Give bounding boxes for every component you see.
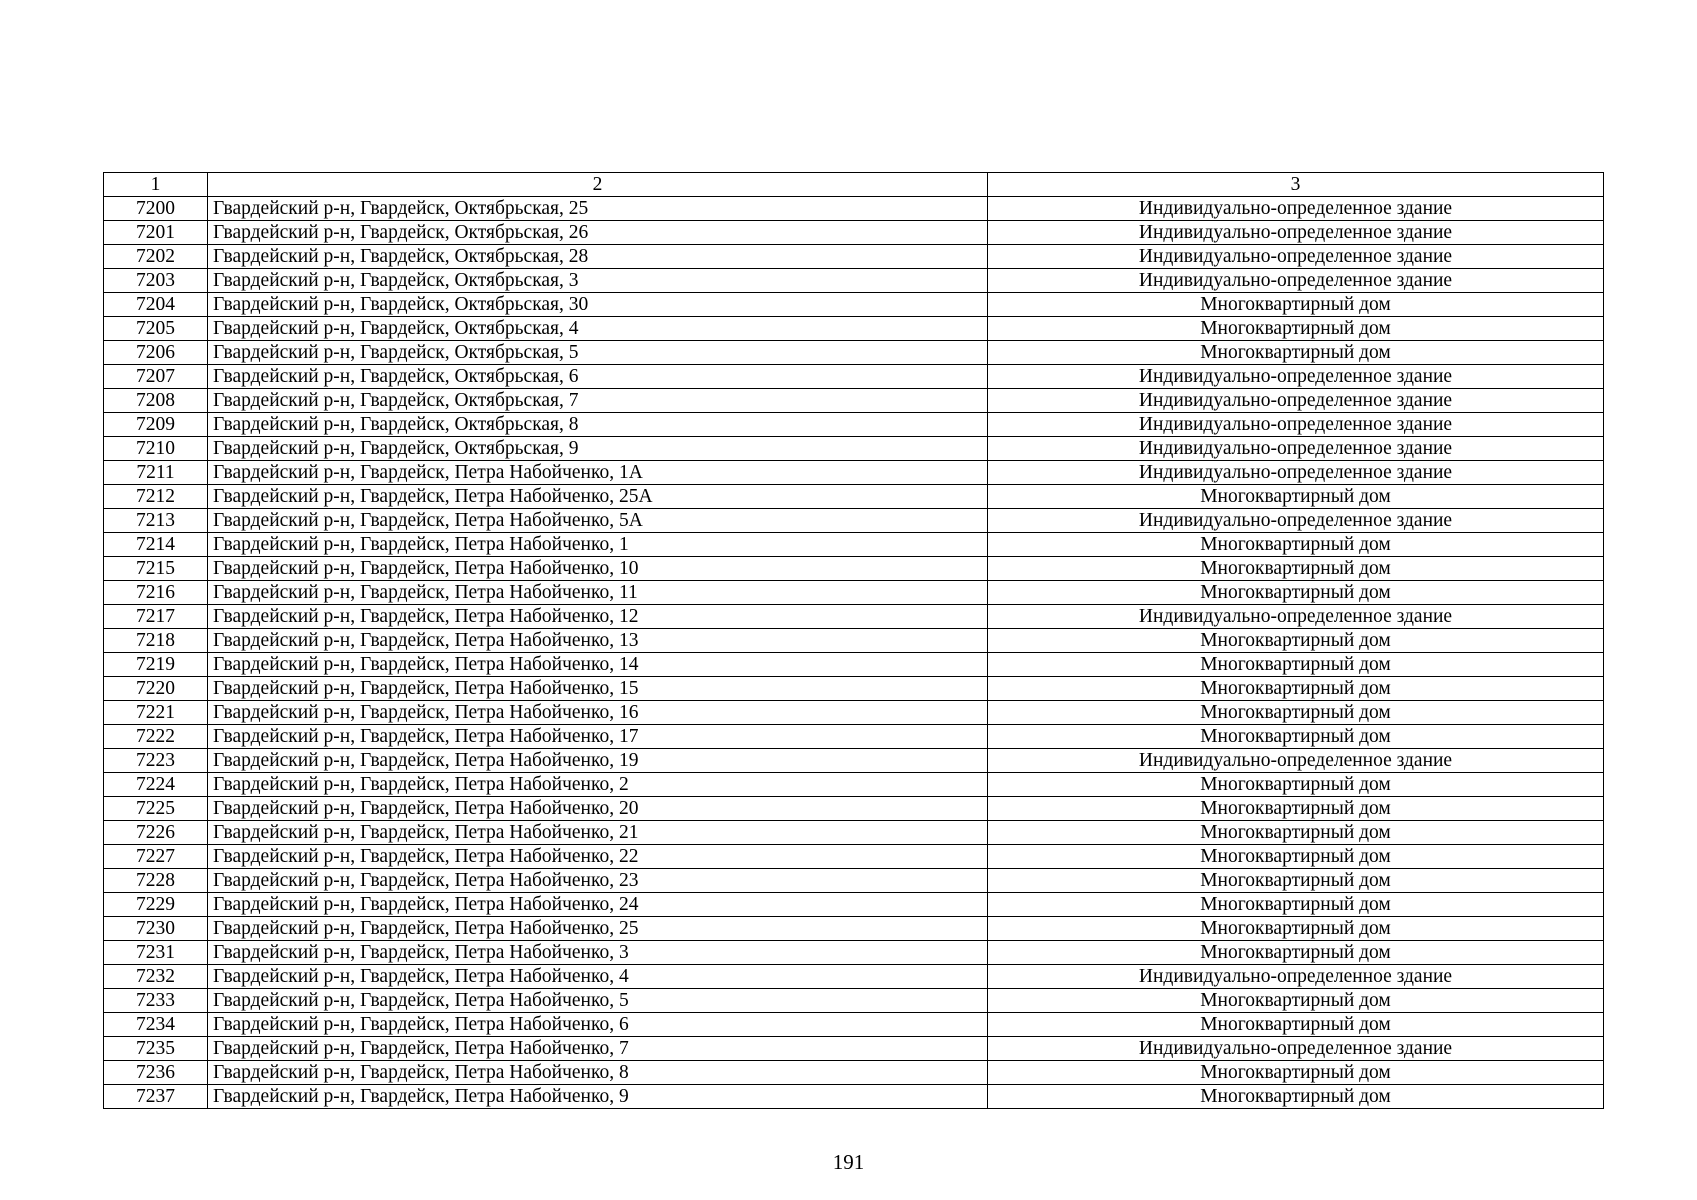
cell-building-type: Многоквартирный дом: [988, 797, 1604, 821]
cell-building-type: Многоквартирный дом: [988, 917, 1604, 941]
cell-address: Гвардейский р-н, Гвардейск, Петра Набойченко, 6: [208, 1013, 988, 1037]
page-number: 191: [832, 1150, 865, 1174]
cell-address: Гвардейский р-н, Гвардейск, Петра Набойченко, 25: [208, 917, 988, 941]
table-body: [104, 197, 1604, 1109]
table-row: [104, 773, 1604, 797]
cell-address: Гвардейский р-н, Гвардейск, Петра Набойченко, 10: [208, 557, 988, 581]
table-row: [104, 869, 1604, 893]
column-header-address: 2: [208, 173, 988, 197]
cell-building-type: Индивидуально-определенное здание: [988, 365, 1604, 389]
table-row: [104, 197, 1604, 221]
cell-building-type: Многоквартирный дом: [988, 317, 1604, 341]
column-header-type: 3: [988, 173, 1604, 197]
table-row: [104, 389, 1604, 413]
table-row: [104, 485, 1604, 509]
cell-building-type: Многоквартирный дом: [988, 773, 1604, 797]
column-header-number: 1: [104, 173, 208, 197]
table-row: [104, 533, 1604, 557]
table-header-row: [104, 173, 1604, 197]
cell-address: Гвардейский р-н, Гвардейск, Петра Набойченко, 22: [208, 845, 988, 869]
cell-number: 7236: [104, 1061, 208, 1085]
table-row: [104, 677, 1604, 701]
cell-number: 7235: [104, 1037, 208, 1061]
cell-number: 7216: [104, 581, 208, 605]
table-row: [104, 365, 1604, 389]
cell-building-type: Индивидуально-определенное здание: [988, 437, 1604, 461]
table-row: [104, 941, 1604, 965]
cell-building-type: Многоквартирный дом: [988, 485, 1604, 509]
cell-number: 7219: [104, 653, 208, 677]
cell-number: 7227: [104, 845, 208, 869]
table-row: [104, 269, 1604, 293]
cell-building-type: Многоквартирный дом: [988, 677, 1604, 701]
cell-building-type: Индивидуально-определенное здание: [988, 1037, 1604, 1061]
cell-number: 7214: [104, 533, 208, 557]
cell-number: 7232: [104, 965, 208, 989]
cell-address: Гвардейский р-н, Гвардейск, Октябрьская, 30: [208, 293, 988, 317]
cell-building-type: Многоквартирный дом: [988, 989, 1604, 1013]
cell-address: Гвардейский р-н, Гвардейск, Октябрьская, 4: [208, 317, 988, 341]
cell-building-type: Многоквартирный дом: [988, 1013, 1604, 1037]
cell-building-type: Многоквартирный дом: [988, 869, 1604, 893]
cell-number: 7224: [104, 773, 208, 797]
cell-address: Гвардейский р-н, Гвардейск, Петра Набойченко, 25А: [208, 485, 988, 509]
cell-address: Гвардейский р-н, Гвардейск, Петра Набойченко, 24: [208, 893, 988, 917]
cell-building-type: Многоквартирный дом: [988, 533, 1604, 557]
table-row: [104, 701, 1604, 725]
cell-building-type: Многоквартирный дом: [988, 293, 1604, 317]
cell-number: 7213: [104, 509, 208, 533]
table-row: [104, 893, 1604, 917]
cell-building-type: Индивидуально-определенное здание: [988, 221, 1604, 245]
table-row: [104, 437, 1604, 461]
cell-address: Гвардейский р-н, Гвардейск, Петра Набойченко, 9: [208, 1085, 988, 1109]
cell-address: Гвардейский р-н, Гвардейск, Петра Набойченко, 3: [208, 941, 988, 965]
cell-address: Гвардейский р-н, Гвардейск, Петра Набойченко, 13: [208, 629, 988, 653]
cell-address: Гвардейский р-н, Гвардейск, Петра Набойченко, 23: [208, 869, 988, 893]
cell-building-type: Индивидуально-определенное здание: [988, 749, 1604, 773]
table-row: [104, 221, 1604, 245]
cell-address: Гвардейский р-н, Гвардейск, Петра Набойченко, 8: [208, 1061, 988, 1085]
cell-number: 7230: [104, 917, 208, 941]
cell-number: 7222: [104, 725, 208, 749]
cell-address: Гвардейский р-н, Гвардейск, Петра Набойченко, 5: [208, 989, 988, 1013]
cell-number: 7212: [104, 485, 208, 509]
cell-address: Гвардейский р-н, Гвардейск, Петра Набойченко, 4: [208, 965, 988, 989]
cell-address: Гвардейский р-н, Гвардейск, Октябрьская, 7: [208, 389, 988, 413]
cell-address: Гвардейский р-н, Гвардейск, Октябрьская, 3: [208, 269, 988, 293]
table-row: [104, 653, 1604, 677]
cell-address: Гвардейский р-н, Гвардейск, Октябрьская, 26: [208, 221, 988, 245]
cell-address: Гвардейский р-н, Гвардейск, Петра Набойченко, 19: [208, 749, 988, 773]
cell-number: 7209: [104, 413, 208, 437]
cell-number: 7208: [104, 389, 208, 413]
cell-number: 7210: [104, 437, 208, 461]
cell-address: Гвардейский р-н, Гвардейск, Петра Набойченко, 17: [208, 725, 988, 749]
cell-building-type: Многоквартирный дом: [988, 893, 1604, 917]
table-row: [104, 845, 1604, 869]
table-row: [104, 341, 1604, 365]
cell-number: 7203: [104, 269, 208, 293]
cell-building-type: Многоквартирный дом: [988, 557, 1604, 581]
cell-number: 7217: [104, 605, 208, 629]
cell-number: 7202: [104, 245, 208, 269]
cell-building-type: Многоквартирный дом: [988, 581, 1604, 605]
cell-address: Гвардейский р-н, Гвардейск, Октябрьская, 6: [208, 365, 988, 389]
cell-number: 7200: [104, 197, 208, 221]
cell-number: 7223: [104, 749, 208, 773]
cell-address: Гвардейский р-н, Гвардейск, Петра Набойченко, 11: [208, 581, 988, 605]
cell-address: Гвардейский р-н, Гвардейск, Октябрьская, 5: [208, 341, 988, 365]
table-row: [104, 725, 1604, 749]
table-row: [104, 917, 1604, 941]
table-row: [104, 605, 1604, 629]
cell-number: 7206: [104, 341, 208, 365]
cell-address: Гвардейский р-н, Гвардейск, Петра Набойченко, 1А: [208, 461, 988, 485]
cell-building-type: Многоквартирный дом: [988, 725, 1604, 749]
cell-address: Гвардейский р-н, Гвардейск, Петра Набойченко, 15: [208, 677, 988, 701]
cell-number: 7231: [104, 941, 208, 965]
cell-address: Гвардейский р-н, Гвардейск, Октябрьская, 8: [208, 413, 988, 437]
cell-building-type: Многоквартирный дом: [988, 1061, 1604, 1085]
table-row: [104, 293, 1604, 317]
cell-building-type: Индивидуально-определенное здание: [988, 389, 1604, 413]
cell-building-type: Многоквартирный дом: [988, 701, 1604, 725]
cell-building-type: Индивидуально-определенное здание: [988, 269, 1604, 293]
cell-number: 7228: [104, 869, 208, 893]
cell-building-type: Индивидуально-определенное здание: [988, 965, 1604, 989]
cell-building-type: Индивидуально-определенное здание: [988, 413, 1604, 437]
table-row: [104, 989, 1604, 1013]
cell-building-type: Многоквартирный дом: [988, 341, 1604, 365]
cell-address: Гвардейский р-н, Гвардейск, Петра Набойченко, 16: [208, 701, 988, 725]
cell-number: 7221: [104, 701, 208, 725]
cell-building-type: Многоквартирный дом: [988, 629, 1604, 653]
table-row: [104, 821, 1604, 845]
table-row: [104, 965, 1604, 989]
cell-number: 7205: [104, 317, 208, 341]
cell-building-type: Многоквартирный дом: [988, 845, 1604, 869]
cell-building-type: Индивидуально-определенное здание: [988, 197, 1604, 221]
table-row: [104, 317, 1604, 341]
cell-building-type: Многоквартирный дом: [988, 941, 1604, 965]
cell-building-type: Индивидуально-определенное здание: [988, 245, 1604, 269]
cell-address: Гвардейский р-н, Гвардейск, Петра Набойченко, 20: [208, 797, 988, 821]
cell-address: Гвардейский р-н, Гвардейск, Петра Набойченко, 21: [208, 821, 988, 845]
table-row: [104, 1061, 1604, 1085]
cell-building-type: Многоквартирный дом: [988, 821, 1604, 845]
cell-number: 7226: [104, 821, 208, 845]
cell-number: 7204: [104, 293, 208, 317]
cell-number: 7211: [104, 461, 208, 485]
cell-address: Гвардейский р-н, Гвардейск, Петра Набойченко, 14: [208, 653, 988, 677]
cell-building-type: Индивидуально-определенное здание: [988, 509, 1604, 533]
table-row: [104, 461, 1604, 485]
cell-number: 7225: [104, 797, 208, 821]
cell-address: Гвардейский р-н, Гвардейск, Петра Набойченко, 7: [208, 1037, 988, 1061]
cell-address: Гвардейский р-н, Гвардейск, Октябрьская, 28: [208, 245, 988, 269]
cell-address: Гвардейский р-н, Гвардейск, Петра Набойченко, 5А: [208, 509, 988, 533]
cell-number: 7234: [104, 1013, 208, 1037]
cell-building-type: Индивидуально-определенное здание: [988, 605, 1604, 629]
cell-building-type: Многоквартирный дом: [988, 1085, 1604, 1109]
cell-building-type: Многоквартирный дом: [988, 653, 1604, 677]
table-row: [104, 1037, 1604, 1061]
cell-number: 7220: [104, 677, 208, 701]
table-row: [104, 509, 1604, 533]
cell-number: 7201: [104, 221, 208, 245]
table-row: [104, 581, 1604, 605]
cell-address: Гвардейский р-н, Гвардейск, Петра Набойченко, 1: [208, 533, 988, 557]
registry-table: [103, 172, 1604, 1109]
cell-number: 7237: [104, 1085, 208, 1109]
cell-number: 7229: [104, 893, 208, 917]
cell-number: 7218: [104, 629, 208, 653]
cell-address: Гвардейский р-н, Гвардейск, Октябрьская, 9: [208, 437, 988, 461]
table-row: [104, 557, 1604, 581]
table-row: [104, 1013, 1604, 1037]
cell-address: Гвардейский р-н, Гвардейск, Петра Набойченко, 2: [208, 773, 988, 797]
table-row: [104, 629, 1604, 653]
cell-building-type: Индивидуально-определенное здание: [988, 461, 1604, 485]
cell-number: 7207: [104, 365, 208, 389]
cell-address: Гвардейский р-н, Гвардейск, Петра Набойченко, 12: [208, 605, 988, 629]
cell-number: 7215: [104, 557, 208, 581]
table-row: [104, 749, 1604, 773]
table-row: [104, 1085, 1604, 1109]
cell-address: Гвардейский р-н, Гвардейск, Октябрьская, 25: [208, 197, 988, 221]
table-row: [104, 797, 1604, 821]
table-row: [104, 413, 1604, 437]
cell-number: 7233: [104, 989, 208, 1013]
table-row: [104, 245, 1604, 269]
